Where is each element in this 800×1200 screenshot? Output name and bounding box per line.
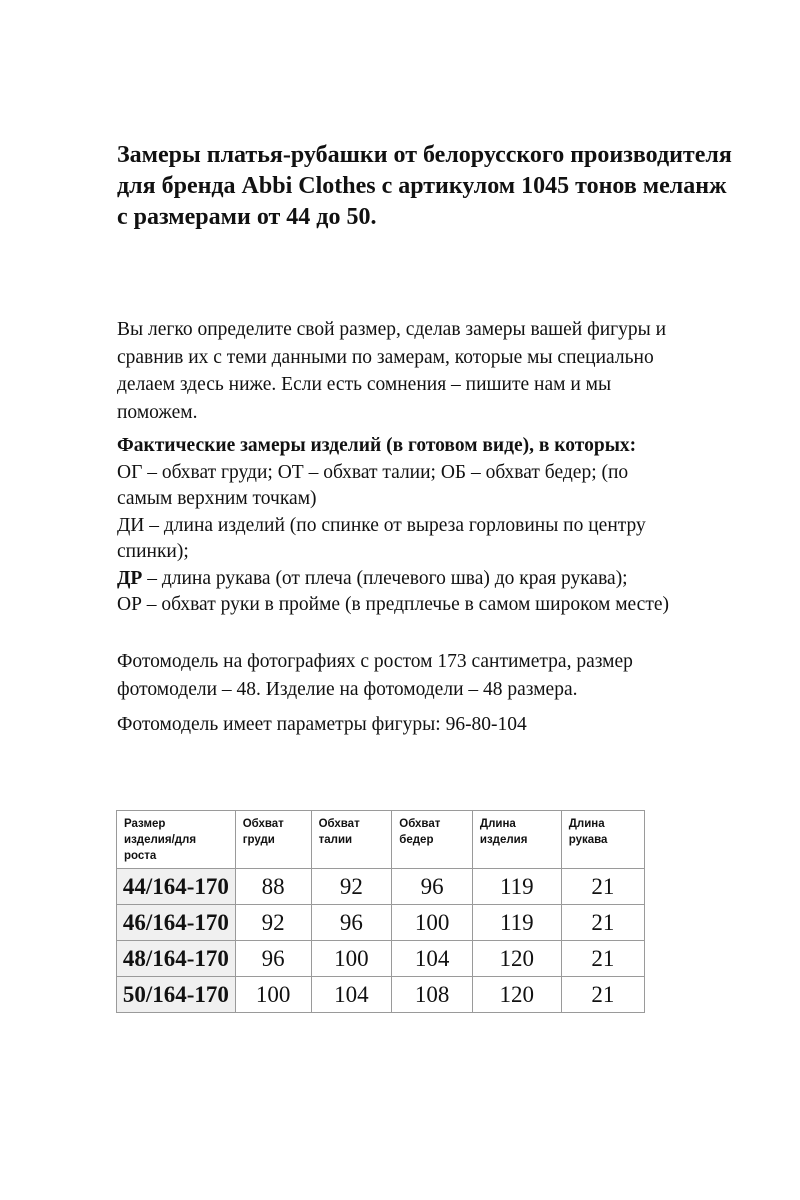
length-cell: 119 <box>472 869 561 905</box>
hips-cell: 100 <box>392 905 473 941</box>
size-cell: 46/164-170 <box>117 905 236 941</box>
size-cell: 48/164-170 <box>117 941 236 977</box>
intro-line: поможем. <box>117 401 198 423</box>
title-line: Замеры платья-рубашки от белорусского производителя <box>117 142 732 168</box>
sleeve-cell: 21 <box>561 977 644 1013</box>
model-parameters: Фотомодель имеет параметры фигуры: 96-80-104 <box>117 714 527 735</box>
measurement-definitions <box>117 433 777 619</box>
intro-line: делаем здесь ниже. Если есть сомнения – пишите нам и мы <box>117 374 612 395</box>
sleeve-cell: 21 <box>561 941 644 977</box>
length-cell: 119 <box>472 905 561 941</box>
title-line: для бренда Abbi Clothes с артикулом 1045 тонов меланж <box>117 173 727 199</box>
column-header-length: Длина изделия <box>472 811 561 869</box>
chest-cell: 100 <box>235 977 311 1013</box>
size-table <box>116 810 645 1013</box>
column-header-sleeve: Длина рукава <box>561 811 644 869</box>
size-cell: 44/164-170 <box>117 869 236 905</box>
definition-line: ОГ – обхват груди; ОТ – обхват талии; ОБ – обхват бедер; (по <box>117 461 629 483</box>
table-row <box>117 869 645 905</box>
model-line: фотомодели – 48. Изделие на фотомодели – 48 размера. <box>117 678 578 700</box>
chest-cell: 88 <box>235 869 311 905</box>
sleeve-cell: 21 <box>561 869 644 905</box>
waist-cell: 104 <box>311 977 392 1013</box>
column-header-waist: Обхват талии <box>311 811 392 869</box>
definitions-heading: Фактические замеры изделий (в готовом виде), в которых: <box>117 435 637 456</box>
sleeve-cell: 21 <box>561 905 644 941</box>
length-cell: 120 <box>472 977 561 1013</box>
waist-cell: 92 <box>311 869 392 905</box>
column-header-size: Размер изделия/для роста <box>117 811 236 869</box>
size-cell: 50/164-170 <box>117 977 236 1013</box>
model-info <box>117 648 737 703</box>
intro-line: Вы легко определите свой размер, сделав замеры вашей фигуры и <box>117 319 667 340</box>
table-row <box>117 905 645 941</box>
table-header-row <box>117 811 645 869</box>
definition-line: самым верхним точкам) <box>117 488 317 509</box>
intro-line: сравнив их с теми данными по замерам, которые мы специально <box>117 346 654 368</box>
chest-cell: 92 <box>235 905 311 941</box>
definition-line: спинки); <box>117 541 189 562</box>
hips-cell: 104 <box>392 941 473 977</box>
document-title <box>117 140 767 233</box>
title-line: с размерами от 44 до 50. <box>117 204 377 230</box>
column-header-hips: Обхват бедер <box>392 811 473 869</box>
waist-cell: 100 <box>311 941 392 977</box>
model-line: Фотомодель на фотографиях с ростом 173 сантиметра, размер <box>117 651 633 672</box>
definition-line: – длина рукава (от плеча (плечевого шва) до края рукава); <box>142 567 628 589</box>
chest-cell: 96 <box>235 941 311 977</box>
table-row <box>117 941 645 977</box>
definition-line: ДИ – длина изделий (по спинке от выреза горловины по центру <box>117 514 646 536</box>
hips-cell: 108 <box>392 977 473 1013</box>
definition-line: ОР – обхват руки в пройме (в предплечье в самом широком месте) <box>117 594 669 615</box>
length-cell: 120 <box>472 941 561 977</box>
intro-paragraph <box>117 316 757 426</box>
definition-key: ДР <box>117 567 143 589</box>
waist-cell: 96 <box>311 905 392 941</box>
table-row <box>117 977 645 1013</box>
hips-cell: 96 <box>392 869 473 905</box>
column-header-chest: Обхват груди <box>235 811 311 869</box>
